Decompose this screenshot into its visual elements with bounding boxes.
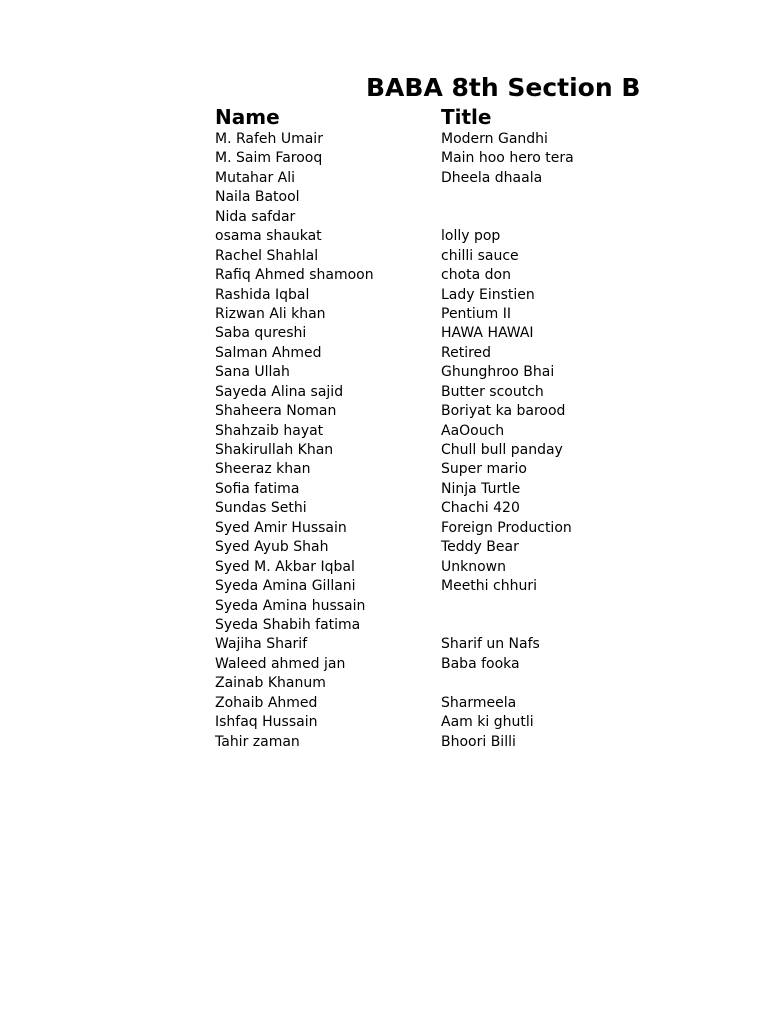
list-row <box>215 616 615 635</box>
list-row <box>215 169 615 188</box>
student-name: Naila Batool <box>215 189 300 206</box>
student-name: Sundas Sethi <box>215 500 307 517</box>
list-row <box>215 480 615 499</box>
student-name: Rizwan Ali khan <box>215 305 326 322</box>
student-name: Rashida Iqbal <box>215 286 310 303</box>
student-name: Tahir zaman <box>215 733 300 750</box>
student-title: Butter scoutch <box>441 383 544 400</box>
student-name: Shahzaib hayat <box>215 422 324 439</box>
student-name: Zainab Khanum <box>215 675 326 692</box>
student-name: Rachel Shahlal <box>215 247 319 264</box>
student-name: Sayeda Alina sajid <box>215 383 344 400</box>
list-row <box>215 188 615 207</box>
student-name: osama shaukat <box>215 228 322 245</box>
student-name: Syed Ayub Shah <box>215 539 329 556</box>
list-row <box>215 519 615 538</box>
student-name: Syed M. Akbar Iqbal <box>215 558 355 575</box>
list-row <box>215 538 615 557</box>
student-name: Shakirullah Khan <box>215 442 334 458</box>
student-name: Zohaib Ahmed <box>215 694 318 711</box>
student-title: AaOouch <box>441 422 505 439</box>
list-row <box>215 597 615 616</box>
student-name: Syeda Shabih fatima <box>215 616 361 633</box>
student-title: Modern Gandhi <box>441 131 548 147</box>
student-name: Saba qureshi <box>215 325 307 342</box>
student-name: M. Rafeh Umair <box>215 131 323 147</box>
document-title: BABA 8th Section B <box>366 73 641 102</box>
student-name: Syed Amir Hussain <box>215 519 347 536</box>
list-row <box>215 247 615 266</box>
list-row <box>215 363 615 382</box>
list-row <box>215 499 615 518</box>
list-row <box>215 635 615 654</box>
list-row <box>215 402 615 421</box>
list-row <box>215 441 615 460</box>
student-title: HAWA HAWAI <box>441 325 534 342</box>
student-title: Sharmeela <box>441 694 517 711</box>
student-title: Baba fooka <box>441 655 520 672</box>
student-title: Lady Einstien <box>441 286 535 303</box>
student-title: Main hoo hero tera <box>441 150 574 167</box>
list-row <box>215 383 615 402</box>
list-row <box>215 208 615 227</box>
student-name: M. Saim Farooq <box>215 150 323 167</box>
student-name: Waleed ahmed jan <box>215 655 346 672</box>
list-row <box>215 460 615 479</box>
list-row <box>215 324 615 343</box>
student-name: Shaheera Noman <box>215 403 337 420</box>
student-title: Boriyat ka barood <box>441 403 566 420</box>
title-column-header: Title <box>441 105 492 129</box>
student-title: chota don <box>441 267 511 284</box>
list-row <box>215 655 615 674</box>
student-title: Retired <box>441 344 492 361</box>
student-title: Ninja Turtle <box>441 480 521 497</box>
student-name: Mutahar Ali <box>215 169 296 186</box>
student-title: Sharif un Nafs <box>441 636 540 653</box>
student-name: Wajiha Sharif <box>215 636 308 653</box>
list-row <box>215 577 615 596</box>
student-title: Teddy Bear <box>441 539 519 556</box>
student-title: lolly pop <box>441 228 501 245</box>
list-row <box>215 422 615 441</box>
student-name: Sheeraz khan <box>215 461 311 478</box>
student-title: Foreign Production <box>441 519 572 536</box>
student-title: Chull bull panday <box>441 442 563 458</box>
list-row <box>215 344 615 363</box>
student-title: Unknown <box>441 558 506 575</box>
list-row <box>215 733 615 752</box>
name-column-header: Name <box>215 105 280 129</box>
student-name: Rafiq Ahmed shamoon <box>215 267 374 284</box>
student-title: Super mario <box>441 461 527 478</box>
list-row <box>215 694 615 713</box>
student-name: Salman Ahmed <box>215 344 322 361</box>
student-title: Meethi chhuri <box>441 578 537 595</box>
student-name: Sofia fatima <box>215 480 300 497</box>
list-row <box>215 305 615 324</box>
student-title: Aam ki ghutli <box>441 714 534 731</box>
student-title: chilli sauce <box>441 247 519 264</box>
list-row <box>215 227 615 246</box>
list-row <box>215 149 615 168</box>
student-name: Sana Ullah <box>215 364 290 381</box>
list-row <box>215 558 615 577</box>
list-row <box>215 713 615 732</box>
student-name: Syeda Amina hussain <box>215 597 366 614</box>
list-row <box>215 266 615 285</box>
list-row <box>215 130 615 149</box>
list-row <box>215 286 615 305</box>
student-title: Ghunghroo Bhai <box>441 364 555 381</box>
student-name: Ishfaq Hussain <box>215 714 318 731</box>
student-title: Dheela dhaala <box>441 169 543 186</box>
student-title: Chachi 420 <box>441 500 520 517</box>
student-name: Nida safdar <box>215 208 296 225</box>
student-name: Syeda Amina Gillani <box>215 578 356 595</box>
student-title: Pentium II <box>441 305 512 322</box>
student-title-list <box>215 130 615 752</box>
student-title: Bhoori Billi <box>441 733 516 750</box>
list-row <box>215 674 615 693</box>
